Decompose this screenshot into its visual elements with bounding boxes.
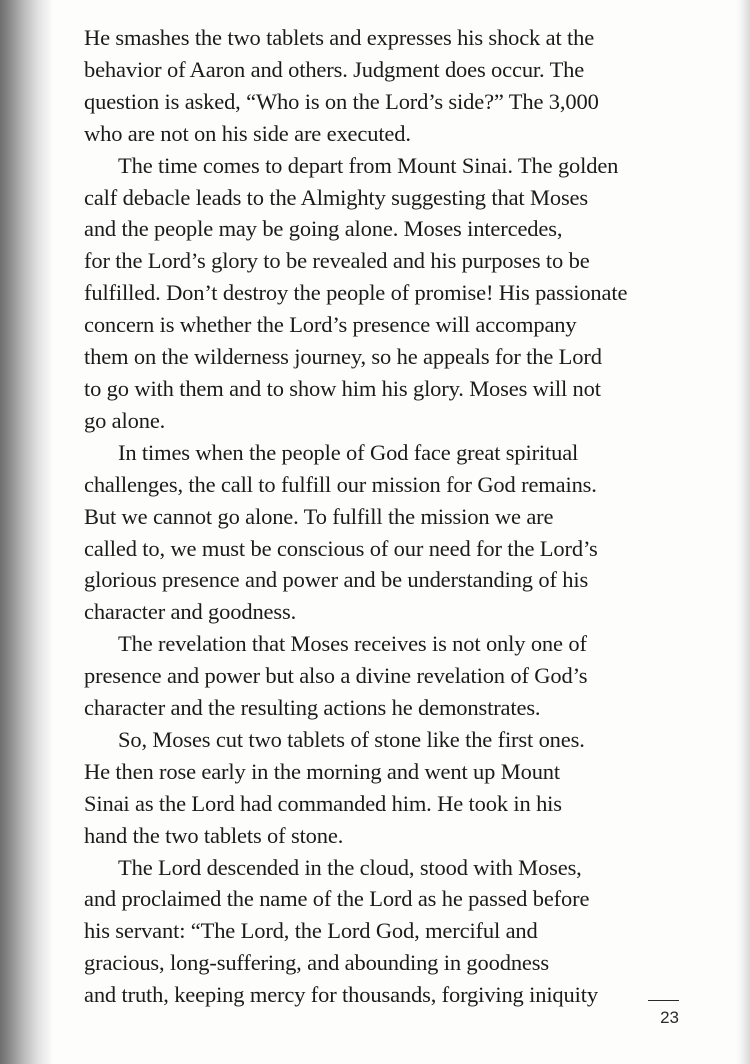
text-line: challenges, the call to fulfill our mission for God remains. <box>84 471 597 497</box>
page-edge-shadow <box>736 0 750 1064</box>
text-line: glorious presence and power and be understanding of his <box>84 567 589 593</box>
paragraph-first-line: So, Moses cut two tablets of stone like the first ones. <box>118 726 585 752</box>
page-spine-shadow <box>0 0 52 1064</box>
text-line: fulfilled. Don’t destroy the people of promise! His passionate <box>84 280 628 306</box>
text-line: for the Lord’s glory to be revealed and his purposes to be <box>84 248 590 274</box>
paragraph-first-line: The revelation that Moses receives is not only one of <box>118 631 587 657</box>
text-line: who are not on his side are executed. <box>84 120 411 146</box>
page-number-rule <box>648 1000 679 1001</box>
text-line: and proclaimed the name of the Lord as he passed before <box>84 886 590 912</box>
text-line: Sinai as the Lord had commanded him. He took in his <box>84 790 562 816</box>
text-line: gracious, long-suffering, and abounding in goodness <box>84 950 549 976</box>
body-text <box>84 22 684 1011</box>
text-line: calf debacle leads to the Almighty suggesting that Moses <box>84 184 588 210</box>
text-line: his servant: “The Lord, the Lord God, merciful and <box>84 918 538 944</box>
text-line: character and goodness. <box>84 599 297 625</box>
text-line: He smashes the two tablets and expresses his shock at the <box>84 25 595 50</box>
text-line: go alone. <box>84 407 166 433</box>
paragraph-first-line: The Lord descended in the cloud, stood with Moses, <box>118 854 582 880</box>
text-line: hand the two tablets of stone. <box>84 822 344 848</box>
paragraph-first-line: The time comes to depart from Mount Sinai. The golden <box>118 152 619 178</box>
text-line: and truth, keeping mercy for thousands, forgiving iniquity <box>84 982 598 1008</box>
page-number: 23 <box>660 1008 679 1027</box>
text-line: behavior of Aaron and others. Judgment does occur. The <box>84 56 585 82</box>
text-line: called to, we must be conscious of our need for the Lord’s <box>84 535 598 561</box>
text-line: and the people may be going alone. Moses intercedes, <box>84 216 563 242</box>
text-line: question is asked, “Who is on the Lord’s side?” The 3,000 <box>84 88 599 114</box>
text-line: to go with them and to show him his glory. Moses will not <box>84 375 601 401</box>
text-line: character and the resulting actions he demonstrates. <box>84 695 541 721</box>
text-line: He then rose early in the morning and went up Mount <box>84 758 560 784</box>
text-line: them on the wilderness journey, so he appeals for the Lord <box>84 344 602 370</box>
paragraph-first-line: In times when the people of God face great spiritual <box>118 439 579 465</box>
text-line: presence and power but also a divine revelation of God’s <box>84 663 588 689</box>
text-line: But we cannot go alone. To fulfill the mission we are <box>84 503 554 529</box>
text-line: concern is whether the Lord’s presence will accompany <box>84 312 577 338</box>
